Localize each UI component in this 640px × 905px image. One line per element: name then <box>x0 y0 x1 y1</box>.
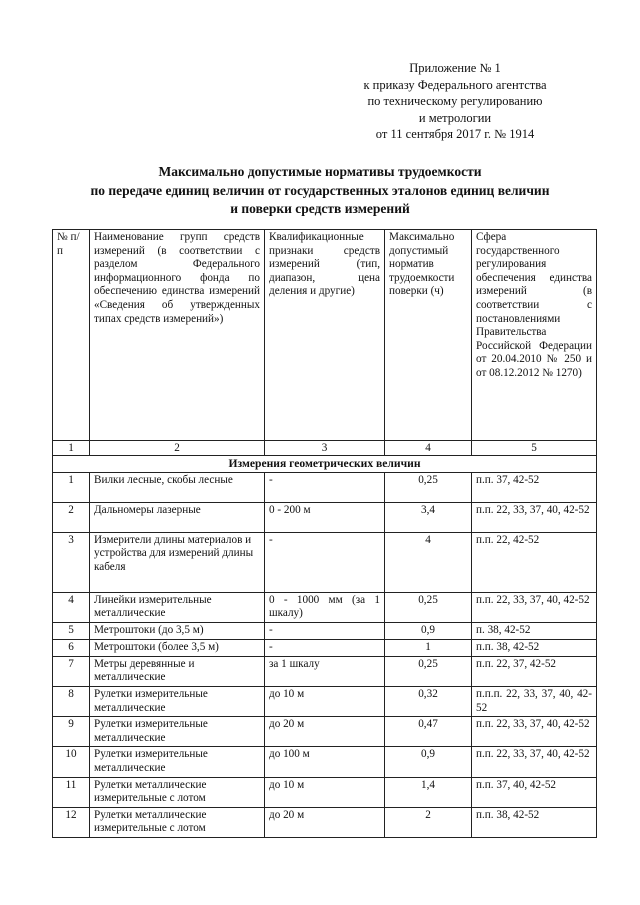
row-name: Дальномеры лазерные <box>90 502 265 532</box>
table-row <box>53 807 597 837</box>
column-number: 2 <box>90 441 265 456</box>
row-criteria: за 1 шкалу <box>265 656 385 686</box>
row-num: 4 <box>53 592 90 622</box>
table-row <box>53 532 597 592</box>
table-row <box>53 502 597 532</box>
row-scope: п.п. 22, 33, 37, 40, 42-52 <box>472 502 597 532</box>
row-norm: 4 <box>385 532 472 592</box>
row-criteria: до 10 м <box>265 777 385 807</box>
header-scope: Сфера государственного регулирования обеспечения единства измерений (в соответствии с постановлениями Правительства Российской Федерации от 20.04.2010 № 250 и от 08.12.2012 № 1270) <box>472 230 597 441</box>
row-criteria: 0 - 1000 мм (за 1 шкалу) <box>265 592 385 622</box>
row-num: 5 <box>53 622 90 639</box>
row-name: Рулетки металлические измерительные с лотом <box>90 807 265 837</box>
appendix-block <box>345 60 565 143</box>
row-scope: п.п. 22, 42-52 <box>472 532 597 592</box>
row-num: 2 <box>53 502 90 532</box>
row-scope: п.п. 22, 37, 42-52 <box>472 656 597 686</box>
row-criteria: - <box>265 472 385 502</box>
row-norm: 0,9 <box>385 747 472 777</box>
column-number: 4 <box>385 441 472 456</box>
row-criteria: - <box>265 622 385 639</box>
row-scope: п.п. 22, 33, 37, 40, 42-52 <box>472 592 597 622</box>
row-num: 1 <box>53 472 90 502</box>
table-row <box>53 717 597 747</box>
row-scope: п.п. 37, 42-52 <box>472 472 597 502</box>
row-name: Рулетки измерительные металлические <box>90 686 265 716</box>
table-header-row <box>53 230 597 441</box>
document-title <box>40 163 600 219</box>
row-num: 6 <box>53 639 90 656</box>
title-line: Максимально допустимые нормативы трудоемкости <box>158 164 482 179</box>
header-criteria: Квалификационные признаки средств измерений (тип, диапазон, цена деления и другие) <box>265 230 385 441</box>
row-scope: п.п. 22, 33, 37, 40, 42-52 <box>472 717 597 747</box>
header-num: № п/п <box>53 230 90 441</box>
appendix-line: и метрологии <box>418 110 492 125</box>
row-scope: п.п. 38, 42-52 <box>472 807 597 837</box>
row-num: 3 <box>53 532 90 592</box>
table-row <box>53 777 597 807</box>
column-number: 3 <box>265 441 385 456</box>
row-norm: 0,25 <box>385 592 472 622</box>
norms-table <box>52 229 597 838</box>
row-name: Метроштоки (более 3,5 м) <box>90 639 265 656</box>
row-norm: 0,25 <box>385 472 472 502</box>
row-num: 12 <box>53 807 90 837</box>
appendix-line: от 11 сентября 2017 г. № 1914 <box>375 127 535 141</box>
column-number: 1 <box>53 441 90 456</box>
row-name: Рулетки металлические измерительные с лотом <box>90 777 265 807</box>
table-row <box>53 747 597 777</box>
row-norm: 3,4 <box>385 502 472 532</box>
row-norm: 2 <box>385 807 472 837</box>
row-norm: 0,47 <box>385 717 472 747</box>
row-name: Рулетки измерительные металлические <box>90 747 265 777</box>
row-scope: п.п. 38, 42-52 <box>472 639 597 656</box>
row-scope: п.п.п. 22, 33, 37, 40, 42-52 <box>472 686 597 716</box>
row-name: Рулетки измерительные металлические <box>90 717 265 747</box>
section-row <box>53 456 597 473</box>
row-name: Метры деревянные и металлические <box>90 656 265 686</box>
title-line: и поверки средств измерений <box>230 201 410 216</box>
row-norm: 0,32 <box>385 686 472 716</box>
row-name: Измерители длины материалов и устройства для измерений длины кабеля <box>90 532 265 592</box>
row-num: 10 <box>53 747 90 777</box>
table-row <box>53 622 597 639</box>
row-num: 9 <box>53 717 90 747</box>
column-number-row <box>53 441 597 456</box>
row-criteria: до 100 м <box>265 747 385 777</box>
table-row <box>53 472 597 502</box>
row-norm: 0,9 <box>385 622 472 639</box>
table-row <box>53 592 597 622</box>
row-criteria: до 10 м <box>265 686 385 716</box>
table-row <box>53 656 597 686</box>
row-scope: п. 38, 42-52 <box>472 622 597 639</box>
row-criteria: 0 - 200 м <box>265 502 385 532</box>
row-name: Линейки измерительные металлические <box>90 592 265 622</box>
row-criteria: - <box>265 639 385 656</box>
row-name: Метроштоки (до 3,5 м) <box>90 622 265 639</box>
row-criteria: - <box>265 532 385 592</box>
row-criteria: до 20 м <box>265 807 385 837</box>
row-norm: 1,4 <box>385 777 472 807</box>
table-row <box>53 686 597 716</box>
appendix-line: к приказу Федерального агентства <box>363 77 547 92</box>
row-num: 8 <box>53 686 90 716</box>
title-line: по передаче единиц величин от государственных эталонов единиц величин <box>90 182 550 198</box>
column-number: 5 <box>472 441 597 456</box>
row-scope: п.п. 37, 40, 42-52 <box>472 777 597 807</box>
row-num: 11 <box>53 777 90 807</box>
row-name: Вилки лесные, скобы лесные <box>90 472 265 502</box>
row-scope: п.п. 22, 33, 37, 40, 42-52 <box>472 747 597 777</box>
header-norm: Максимально допустимый норматив трудоемкости поверки (ч) <box>385 230 472 441</box>
table-row <box>53 639 597 656</box>
section-title: Измерения геометрических величин <box>53 456 597 473</box>
row-criteria: до 20 м <box>265 717 385 747</box>
appendix-line: по техническому регулированию <box>367 94 543 108</box>
row-norm: 1 <box>385 639 472 656</box>
appendix-line: Приложение № 1 <box>409 61 501 75</box>
row-num: 7 <box>53 656 90 686</box>
header-name: Наименование групп средств измерений (в соответствии с разделом Федерального информационного фонда по обеспечению единства измерений «Сведения об утвержденных типах средств измерений») <box>90 230 265 441</box>
row-norm: 0,25 <box>385 656 472 686</box>
